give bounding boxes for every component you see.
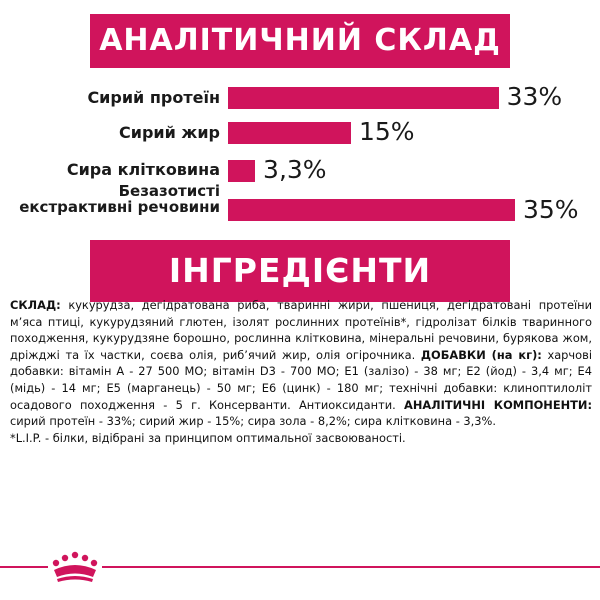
value-fiber: 3,3% [263, 155, 327, 184]
additives-text: харчові добавки: вітамін А - 27 500 МО; вітамін D3 - 700 МО; Е1 (залізо) - 38 мг; Е2 (йод) - 3,4 мг; Е4 (мідь) - 14 мг; Е5 (марганець) - 50 мг; Е6 (цинк) - 180 мг; технічні добавки: клиноптилоліт осадового походження - 5 г. Консерванти. Антиоксиданти. [10, 347, 592, 412]
row-label-nfe-line2: екстрактивні речовини [19, 198, 220, 216]
value-nfe: 35% [523, 195, 579, 224]
bar-protein [228, 87, 499, 109]
ingredients-text-block [10, 297, 592, 446]
analytic-components-label: АНАЛІТИЧНІ КОМПОНЕНТИ: [404, 397, 593, 412]
analytic-composition-banner [90, 14, 510, 68]
bar-fiber [228, 160, 255, 182]
analytic-components-text: сирий протеїн - 33%; сирий жир - 15%; сира зола - 8,2%; сира клітковина - 3,3%. [10, 414, 496, 429]
row-label-fiber: Сира клітковина [66, 160, 220, 179]
composition-paragraph [10, 297, 592, 430]
row-label-fat: Сирий жир [119, 123, 220, 142]
ingredients-title: ІНГРЕДІЄНТИ [168, 251, 432, 290]
footer-divider-right [102, 566, 600, 568]
analytic-composition-title: АНАЛІТИЧНИЙ СКЛАД [99, 23, 501, 58]
composition-label: СКЛАД: [10, 298, 61, 312]
row-label-nfe-line1: Безазотисті [118, 182, 220, 200]
footer-divider-left [0, 566, 48, 568]
royal-canin-crown-icon [46, 548, 104, 584]
bar-fat [228, 122, 351, 144]
additives-label: ДОБАВКИ (на кг): [420, 347, 542, 362]
composition-text: кукурудза, дегідратована риба, тваринні жири, пшениця, дегідратовані протеїни м’яса птиці, кукурудзяний глютен, ізолят рослинних протеїнів*, гідролізат білків тваринного походження, кукурудзяне борошно, рослинна клітковина, мінеральні речовини, бурякова жом, дріжджі та їх частки, соєва олія, риб’ячий жир, олія огірочника. [10, 298, 592, 362]
row-label-protein: Сирий протеїн [87, 88, 220, 107]
ingredients-banner [90, 240, 510, 302]
bar-nfe [228, 199, 515, 221]
footnote: *L.I.P. - білки, відібрані за принципом оптимальної засвоюваності. [10, 430, 406, 445]
value-protein: 33% [506, 82, 563, 111]
value-fat: 15% [359, 117, 415, 146]
row-label-nfe [19, 183, 220, 215]
